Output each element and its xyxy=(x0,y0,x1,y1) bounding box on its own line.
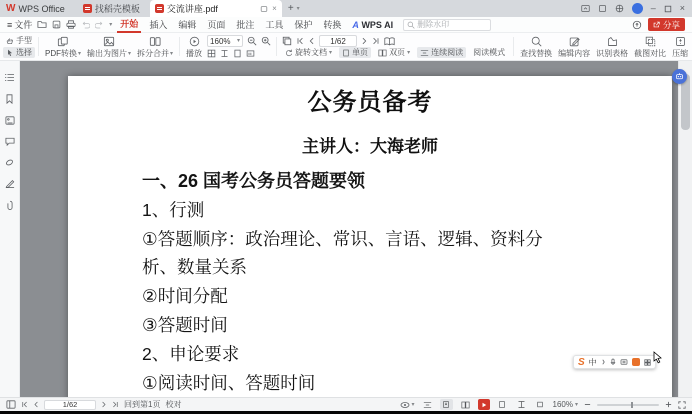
zoom-combobox[interactable] xyxy=(207,35,243,47)
play-button[interactable] xyxy=(183,34,205,59)
zoom-slider[interactable] xyxy=(597,404,659,406)
find-replace-button[interactable] xyxy=(517,34,555,59)
rotate-icon xyxy=(285,49,293,57)
search-box[interactable] xyxy=(403,19,491,31)
caret-down-icon: ▾ xyxy=(574,401,578,408)
single-page-label: 单页 xyxy=(352,48,369,57)
restore-button[interactable] xyxy=(664,5,672,13)
ime-mic-icon[interactable] xyxy=(610,358,616,366)
caret-down-icon: ▾ xyxy=(407,49,411,56)
redo-icon[interactable] xyxy=(95,21,104,29)
doc-line: 一、26 国考公务员答题要领 xyxy=(142,171,366,191)
read-mode-label: 阅读模式 xyxy=(473,48,506,57)
caret-down-icon: ▾ xyxy=(128,50,132,57)
doc-subtitle: 主讲人：大海老师 xyxy=(302,137,438,156)
wps-ai-label: WPS AI xyxy=(361,19,394,30)
compress-label: 压缩 xyxy=(672,49,689,58)
signature-panel-icon[interactable] xyxy=(5,179,15,188)
doc-line: 1、行测 xyxy=(142,199,205,220)
page-background-icon[interactable] xyxy=(282,36,292,46)
bookmark-panel-icon[interactable] xyxy=(5,94,14,104)
page-layout-icon[interactable] xyxy=(6,400,16,409)
menu-convert[interactable]: 转换 xyxy=(323,20,342,30)
undo-icon[interactable] xyxy=(81,21,90,29)
recognize-table-button[interactable] xyxy=(593,34,631,59)
pin-tab-icon[interactable] xyxy=(260,5,268,13)
split-merge-button[interactable] xyxy=(134,34,176,59)
caret-down-icon: ▾ xyxy=(170,50,174,57)
doc-line: ①答题顺序：政治理论、常识、言语、逻辑、资料分 xyxy=(142,228,543,249)
vertical-scrollbar[interactable] xyxy=(678,61,692,397)
cursor-icon xyxy=(6,49,14,57)
zoom-slider-knob[interactable] xyxy=(631,402,633,408)
compress-button[interactable] xyxy=(669,34,691,59)
hand-tool-label: 手型 xyxy=(16,36,32,45)
fit-width-view-button[interactable] xyxy=(515,399,528,410)
fit-page-icon[interactable] xyxy=(233,49,242,58)
actual-size-icon[interactable] xyxy=(246,49,255,58)
upload-cloud-icon[interactable] xyxy=(632,20,642,30)
menu-wps-ai[interactable] xyxy=(349,17,396,33)
status-zoom-combobox[interactable] xyxy=(553,400,578,409)
edit-content-icon xyxy=(569,36,580,47)
close-tab-icon[interactable]: × xyxy=(272,4,277,13)
user-avatar[interactable] xyxy=(632,3,643,14)
export-image-label: 输出为图片 xyxy=(87,49,128,58)
last-page-icon[interactable] xyxy=(112,401,119,408)
menu-insert[interactable]: 插入 xyxy=(149,20,168,30)
prev-page-icon[interactable] xyxy=(308,37,315,45)
menu-tools[interactable]: 工具 xyxy=(265,20,284,30)
doc-line: ③答题时间 xyxy=(142,314,228,335)
fit-window-icon[interactable] xyxy=(207,49,216,58)
play-circle-icon xyxy=(189,36,200,47)
settings-globe-icon[interactable] xyxy=(615,4,624,13)
fullscreen-icon[interactable] xyxy=(678,401,686,409)
outline-panel-icon[interactable] xyxy=(4,73,15,82)
zoom-out-icon[interactable] xyxy=(247,36,257,46)
zoom-in-icon[interactable] xyxy=(261,36,271,46)
first-page-icon[interactable] xyxy=(21,401,28,408)
first-page-icon[interactable] xyxy=(296,37,304,45)
next-page-icon[interactable] xyxy=(361,37,368,45)
split-merge-label: 拆分合并 xyxy=(137,49,170,58)
plus-icon: + xyxy=(287,3,294,14)
proofread-button[interactable]: 校对 xyxy=(165,400,182,409)
titlebar xyxy=(0,0,692,17)
play-label: 播放 xyxy=(186,49,203,58)
pdf-page[interactable] xyxy=(68,76,672,397)
file-menu[interactable] xyxy=(7,18,32,31)
find-replace-icon xyxy=(531,36,542,47)
search-input[interactable] xyxy=(417,20,487,29)
continuous-view-button[interactable] xyxy=(421,399,434,410)
double-page-view-button[interactable] xyxy=(459,399,472,410)
attachment-panel-icon[interactable] xyxy=(6,200,14,210)
read-mode-icon[interactable] xyxy=(384,37,395,46)
edit-content-button[interactable] xyxy=(555,34,593,59)
tab-label: 找稻壳模板 xyxy=(94,4,140,14)
compare-icon xyxy=(645,36,656,47)
recognize-table-label: 识别表格 xyxy=(596,49,629,58)
select-tool-button[interactable] xyxy=(3,47,35,58)
menubar xyxy=(0,17,692,33)
next-page-icon[interactable] xyxy=(101,401,107,408)
caret-down-icon: ▾ xyxy=(411,401,415,408)
search-icon xyxy=(407,21,415,29)
save-icon[interactable] xyxy=(52,20,61,29)
read-mode-button[interactable] xyxy=(470,47,508,58)
workspace-icon[interactable] xyxy=(598,4,607,13)
caret-down-icon[interactable]: ▾ xyxy=(109,21,113,28)
caret-down-icon: ▾ xyxy=(78,50,82,57)
fit-width-icon[interactable] xyxy=(220,49,229,58)
screenshot-compare-label: 截图对比 xyxy=(634,49,667,58)
ime-toolbar[interactable] xyxy=(573,355,656,369)
prev-page-icon[interactable] xyxy=(33,401,39,408)
continuous-read-button[interactable] xyxy=(417,47,466,58)
fit-page-view-button[interactable] xyxy=(496,399,509,410)
double-page-icon xyxy=(378,49,387,57)
ime-skin-icon[interactable] xyxy=(632,358,640,366)
fit-height-view-button[interactable] xyxy=(534,399,547,410)
ai-assistant-float-button[interactable] xyxy=(672,69,687,84)
rotate-doc-label: 旋转文档 xyxy=(295,48,328,57)
open-file-icon[interactable] xyxy=(37,20,47,29)
doc-line: ①阅读时间、答题时间 xyxy=(142,372,316,393)
doc-line: 2、申论要求 xyxy=(142,343,240,364)
continuous-read-label: 连续阅读 xyxy=(431,48,464,57)
wps-ai-icon: A xyxy=(352,19,359,30)
eye-icon xyxy=(400,401,410,409)
menu-home[interactable]: 开始 xyxy=(117,17,141,33)
menu-edit[interactable]: 编辑 xyxy=(178,20,197,30)
print-icon[interactable] xyxy=(66,20,76,29)
export-image-button[interactable] xyxy=(84,34,134,59)
hand-tool-button[interactable] xyxy=(3,35,35,46)
pdf-convert-icon xyxy=(57,36,69,47)
comment-panel-icon[interactable] xyxy=(5,137,15,146)
caret-down-icon[interactable]: ▾ xyxy=(296,5,300,12)
edit-content-label: 编辑内容 xyxy=(558,49,591,58)
last-page-icon[interactable] xyxy=(372,37,380,45)
tab-document[interactable] xyxy=(150,0,282,17)
zoom-minus-icon[interactable] xyxy=(584,401,591,408)
ime-toolbox-icon[interactable] xyxy=(644,359,651,366)
left-panel-bar xyxy=(0,61,20,397)
screenshot-share-icon[interactable] xyxy=(581,4,590,13)
menu-icon: ≡ xyxy=(7,19,13,30)
double-page-label: 双页 xyxy=(389,48,406,57)
template-doc-icon xyxy=(83,4,92,13)
double-page-button[interactable] xyxy=(375,47,413,58)
doc-line: ②时间分配 xyxy=(142,286,228,307)
menu-page[interactable]: 页面 xyxy=(207,20,226,30)
app-name: WPS Office xyxy=(18,3,65,14)
ribbon-toolbar xyxy=(0,33,692,61)
menu-protect[interactable]: 保护 xyxy=(294,20,313,30)
view-visibility-button[interactable] xyxy=(400,401,415,409)
tab-docer-templates[interactable] xyxy=(73,0,150,17)
file-menu-label: 文件 xyxy=(14,20,33,30)
zoom-value: 160% xyxy=(210,36,231,46)
export-image-icon xyxy=(103,36,115,47)
pdf-doc-icon xyxy=(155,4,164,13)
share-button[interactable] xyxy=(648,18,685,31)
ime-punctuation-icon[interactable] xyxy=(601,359,606,365)
status-play-button[interactable] xyxy=(478,399,490,410)
split-merge-icon xyxy=(149,36,161,47)
status-page-input[interactable] xyxy=(44,400,96,410)
new-tab-button[interactable] xyxy=(282,3,306,14)
pdf-convert-button[interactable] xyxy=(42,34,84,59)
screenshot-compare-button[interactable] xyxy=(631,34,669,59)
ime-lang-toggle[interactable]: 中 xyxy=(588,357,597,367)
rotate-doc-button[interactable] xyxy=(282,47,335,58)
close-window-button[interactable]: × xyxy=(679,3,685,13)
single-page-button[interactable] xyxy=(339,47,371,58)
doc-line: 析、数量关系 xyxy=(142,257,247,278)
statusbar xyxy=(0,397,692,411)
stamp-panel-icon[interactable] xyxy=(5,158,14,167)
back-to-first-button[interactable]: 回到第1页 xyxy=(124,400,161,409)
zoom-plus-icon[interactable] xyxy=(665,401,672,408)
single-page-icon xyxy=(342,49,350,57)
minimize-button[interactable]: – xyxy=(650,3,656,13)
share-label: 分享 xyxy=(662,19,680,30)
status-zoom-value: 160% xyxy=(552,400,573,409)
pdf-convert-label: PDF转换 xyxy=(45,49,77,58)
wps-logo-icon: W xyxy=(6,2,16,14)
caret-down-icon: ▾ xyxy=(329,49,333,56)
doc-title: 公务员备考 xyxy=(307,89,433,116)
table-icon xyxy=(607,36,618,47)
ime-logo[interactable]: S xyxy=(578,356,585,368)
document-canvas[interactable] xyxy=(20,61,678,397)
hand-icon xyxy=(6,37,14,45)
continuous-read-icon xyxy=(420,49,429,57)
caret-down-icon: ▾ xyxy=(237,38,241,44)
app-brand[interactable] xyxy=(0,4,73,14)
thumbnail-panel-icon[interactable] xyxy=(5,116,15,125)
tab-label: 交流讲座.pdf xyxy=(166,4,218,14)
page-number-input[interactable] xyxy=(319,35,357,47)
menu-annotate[interactable]: 批注 xyxy=(236,20,255,30)
compress-icon xyxy=(675,36,686,47)
select-tool-label: 选择 xyxy=(16,48,32,57)
main-area xyxy=(0,61,692,397)
find-replace-label: 查找替换 xyxy=(520,49,553,58)
mouse-cursor xyxy=(653,351,662,364)
single-page-view-button[interactable] xyxy=(440,399,453,410)
ime-keyboard-icon[interactable] xyxy=(620,359,628,365)
